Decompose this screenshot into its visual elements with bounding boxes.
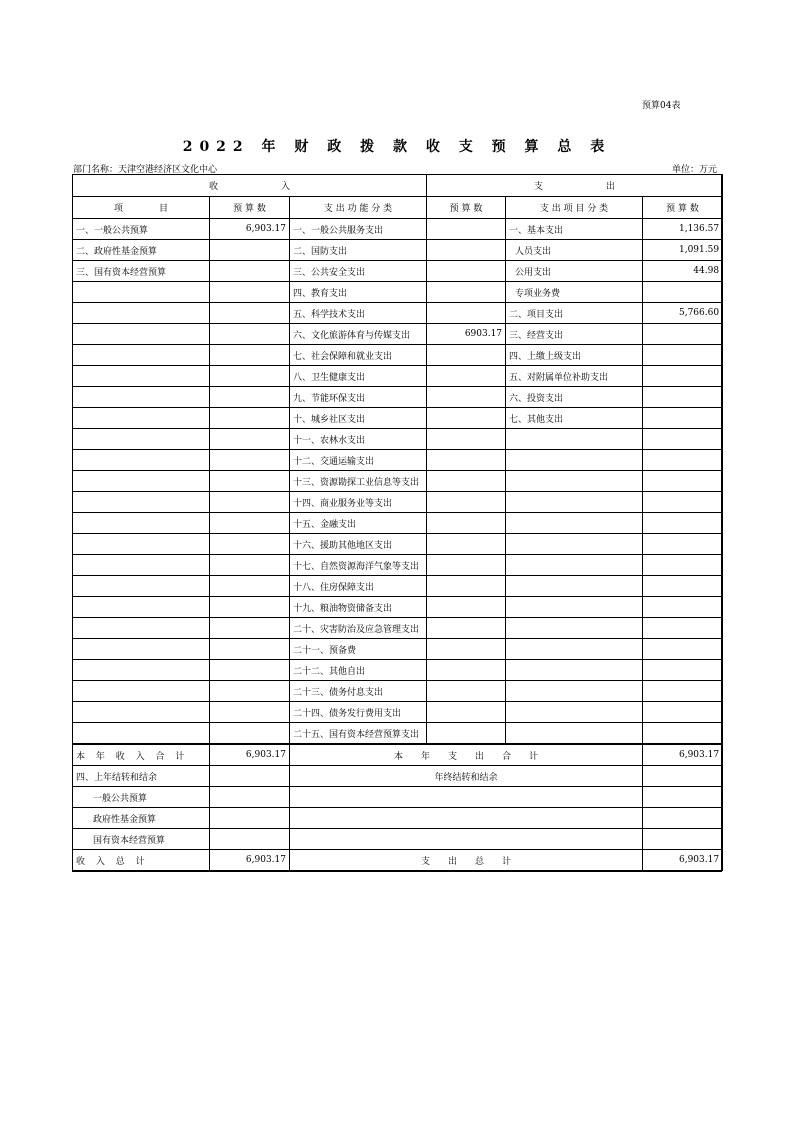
function-amount	[427, 555, 506, 576]
income-amount	[210, 639, 290, 660]
economic-item: 二、项目支出	[506, 303, 643, 324]
table-row	[73, 723, 723, 745]
income-item	[73, 702, 210, 723]
page-title: 2022 年 财 政 拨 款 收 支 预 算 总 表	[182, 139, 612, 155]
economic-amount: 1,136.57	[643, 219, 723, 240]
table-row	[73, 387, 723, 408]
function-item: 十四、商业服务业等支出	[290, 492, 427, 513]
income-amount	[210, 576, 290, 597]
budget-summary-table	[72, 174, 723, 871]
function-amount	[427, 387, 506, 408]
function-amount	[427, 450, 506, 471]
carryover-state-expense	[290, 829, 643, 850]
economic-item: 三、经营支出	[506, 324, 643, 345]
income-amount	[210, 555, 290, 576]
function-amount	[427, 261, 506, 282]
economic-amount	[643, 618, 723, 639]
function-amount	[427, 723, 506, 745]
economic-amount	[643, 660, 723, 681]
economic-amount	[643, 324, 723, 345]
function-amount	[427, 576, 506, 597]
table-row	[73, 618, 723, 639]
table-row	[73, 702, 723, 723]
table-row	[73, 513, 723, 534]
economic-item	[506, 555, 643, 576]
carryover-general-amount	[210, 787, 290, 808]
department-name: 部门名称：天津空港经济区文化中心	[73, 165, 218, 175]
function-item: 三、公共安全支出	[290, 261, 427, 282]
economic-item	[506, 534, 643, 555]
income-amount	[210, 408, 290, 429]
income-amount	[210, 450, 290, 471]
table-row	[73, 366, 723, 387]
function-amount	[427, 471, 506, 492]
function-amount	[427, 240, 506, 261]
year-end-label: 年终结转和结余	[290, 766, 643, 787]
unit-label: 单位：万元	[672, 165, 718, 175]
economic-item: 一、基本支出	[506, 219, 643, 240]
function-item: 十一、农林水支出	[290, 429, 427, 450]
economic-amount	[643, 639, 723, 660]
function-item: 二十五、国有资本经营预算支出	[290, 723, 427, 745]
function-item: 十九、粮油物资储备支出	[290, 597, 427, 618]
economic-item	[506, 576, 643, 597]
income-amount	[210, 492, 290, 513]
table-row	[73, 282, 723, 303]
table-row	[73, 429, 723, 450]
function-item: 二十二、其他自出	[290, 660, 427, 681]
economic-amount	[643, 450, 723, 471]
income-amount	[210, 702, 290, 723]
economic-amount	[643, 492, 723, 513]
carryover-fund-label: 政府性基金预算	[73, 808, 210, 829]
function-amount	[427, 513, 506, 534]
carryover-row	[73, 766, 723, 787]
income-amount	[210, 345, 290, 366]
income-amount	[210, 324, 290, 345]
function-item: 二十三、债务付息支出	[290, 681, 427, 702]
income-amount	[210, 681, 290, 702]
function-item: 十、城乡社区支出	[290, 408, 427, 429]
economic-budget-header: 预 算 数	[643, 197, 723, 219]
economic-amount	[643, 282, 723, 303]
income-item	[73, 303, 210, 324]
function-item: 十五、金融支出	[290, 513, 427, 534]
function-amount: 6903.17	[427, 324, 506, 345]
income-amount	[210, 660, 290, 681]
function-amount	[427, 366, 506, 387]
function-budget-header: 预 算 数	[427, 197, 506, 219]
economic-amount	[643, 555, 723, 576]
income-grand-total-amount: 6,903.17	[210, 850, 290, 871]
table-row	[73, 555, 723, 576]
economic-item: 专项业务费	[506, 282, 643, 303]
income-item	[73, 345, 210, 366]
function-amount	[427, 702, 506, 723]
year-total-row	[73, 744, 723, 766]
income-amount	[210, 429, 290, 450]
table-row	[73, 639, 723, 660]
income-item	[73, 513, 210, 534]
carryover-fund-row	[73, 808, 723, 829]
function-amount	[427, 534, 506, 555]
function-item: 十七、自然资源海洋气象等支出	[290, 555, 427, 576]
income-item	[73, 681, 210, 702]
function-amount	[427, 408, 506, 429]
economic-item	[506, 681, 643, 702]
economic-item: 六、投资支出	[506, 387, 643, 408]
function-amount	[427, 618, 506, 639]
expense-section-header: 支 出	[427, 175, 723, 197]
carryover-state-row	[73, 829, 723, 850]
function-class-header: 支 出 功 能 分 类	[290, 197, 427, 219]
economic-item	[506, 513, 643, 534]
carryover-general-expense	[290, 787, 643, 808]
function-item: 七、社会保障和就业支出	[290, 345, 427, 366]
economic-item	[506, 639, 643, 660]
function-amount	[427, 597, 506, 618]
income-item	[73, 324, 210, 345]
income-amount	[210, 387, 290, 408]
year-end-amount	[643, 766, 723, 787]
income-item	[73, 597, 210, 618]
economic-item: 四、上缴上级支出	[506, 345, 643, 366]
income-item	[73, 387, 210, 408]
function-item: 十八、住房保障支出	[290, 576, 427, 597]
table-row	[73, 240, 723, 261]
economic-item	[506, 702, 643, 723]
table-row	[73, 219, 723, 240]
function-amount	[427, 492, 506, 513]
economic-item	[506, 492, 643, 513]
function-amount	[427, 660, 506, 681]
expense-year-total-amount: 6,903.17	[643, 744, 723, 766]
economic-class-header: 支 出 项 目 分 类	[506, 197, 643, 219]
form-number: 预算04表	[642, 101, 681, 111]
economic-item	[506, 471, 643, 492]
economic-amount: 44.98	[643, 261, 723, 282]
economic-amount	[643, 534, 723, 555]
income-amount	[210, 471, 290, 492]
grand-total-row	[73, 850, 723, 871]
income-item	[73, 450, 210, 471]
function-item: 八、卫生健康支出	[290, 366, 427, 387]
carryover-general-expense-amount	[643, 787, 723, 808]
function-item: 二十四、债务发行费用支出	[290, 702, 427, 723]
income-amount	[210, 618, 290, 639]
carryover-fund-expense	[290, 808, 643, 829]
income-amount	[210, 513, 290, 534]
income-section-header: 收 入	[73, 175, 427, 197]
income-item	[73, 408, 210, 429]
economic-item: 公用支出	[506, 261, 643, 282]
economic-item: 七、其他支出	[506, 408, 643, 429]
column-header-row	[73, 197, 723, 219]
income-amount	[210, 240, 290, 261]
table-row	[73, 303, 723, 324]
economic-item	[506, 597, 643, 618]
function-amount	[427, 681, 506, 702]
table-row	[73, 492, 723, 513]
function-amount	[427, 429, 506, 450]
economic-amount	[643, 429, 723, 450]
economic-item	[506, 429, 643, 450]
economic-item	[506, 723, 643, 745]
function-amount	[427, 303, 506, 324]
table-row	[73, 345, 723, 366]
income-item	[73, 429, 210, 450]
income-item: 三、国有资本经营预算	[73, 261, 210, 282]
income-item	[73, 723, 210, 745]
income-item	[73, 534, 210, 555]
income-amount	[210, 366, 290, 387]
economic-item: 人员支出	[506, 240, 643, 261]
table-row	[73, 534, 723, 555]
function-amount	[427, 639, 506, 660]
function-item: 一、一般公共服务支出	[290, 219, 427, 240]
carryover-state-label: 国有资本经营预算	[73, 829, 210, 850]
income-amount	[210, 534, 290, 555]
income-year-total-label: 本 年 收 入 合 计	[73, 744, 210, 766]
table-row	[73, 660, 723, 681]
income-item	[73, 576, 210, 597]
carryover-general-label: 一般公共预算	[73, 787, 210, 808]
income-item	[73, 282, 210, 303]
function-item: 六、文化旅游体育与传媒支出	[290, 324, 427, 345]
income-budget-header: 预 算 数	[210, 197, 290, 219]
economic-amount	[643, 366, 723, 387]
income-amount	[210, 723, 290, 745]
function-item: 十二、交通运输支出	[290, 450, 427, 471]
income-item	[73, 471, 210, 492]
economic-amount	[643, 387, 723, 408]
table-row	[73, 261, 723, 282]
income-amount: 6,903.17	[210, 219, 290, 240]
function-item: 二、国防支出	[290, 240, 427, 261]
function-item: 五、科学技术支出	[290, 303, 427, 324]
economic-item	[506, 660, 643, 681]
income-item: 一、一般公共预算	[73, 219, 210, 240]
expense-grand-total-amount: 6,903.17	[643, 850, 723, 871]
table-row	[73, 576, 723, 597]
carryover-fund-expense-amount	[643, 808, 723, 829]
income-item	[73, 492, 210, 513]
economic-amount	[643, 702, 723, 723]
economic-amount	[643, 345, 723, 366]
economic-amount	[643, 597, 723, 618]
income-item	[73, 366, 210, 387]
item-header: 项 目	[73, 197, 210, 219]
income-item: 二、政府性基金预算	[73, 240, 210, 261]
function-amount	[427, 345, 506, 366]
income-amount	[210, 282, 290, 303]
function-item: 二十、灾害防治及应急管理支出	[290, 618, 427, 639]
economic-item	[506, 618, 643, 639]
expense-year-total-label: 本 年 支 出 合 计	[290, 744, 643, 766]
economic-item: 五、对附属单位补助支出	[506, 366, 643, 387]
economic-amount	[643, 576, 723, 597]
carryover-label: 四、上年结转和结余	[73, 766, 210, 787]
economic-amount	[643, 681, 723, 702]
carryover-state-amount	[210, 829, 290, 850]
income-grand-total-label: 收 入 总 计	[73, 850, 210, 871]
table-row	[73, 450, 723, 471]
economic-amount	[643, 471, 723, 492]
function-item: 九、节能环保支出	[290, 387, 427, 408]
carryover-general-row	[73, 787, 723, 808]
economic-item	[506, 450, 643, 471]
table-row	[73, 681, 723, 702]
function-item: 二十一、预备费	[290, 639, 427, 660]
carryover-state-expense-amount	[643, 829, 723, 850]
function-amount	[427, 282, 506, 303]
income-item	[73, 639, 210, 660]
function-item: 四、教育支出	[290, 282, 427, 303]
income-item	[73, 660, 210, 681]
income-item	[73, 555, 210, 576]
economic-amount	[643, 513, 723, 534]
table-row	[73, 471, 723, 492]
economic-amount: 5,766.60	[643, 303, 723, 324]
carryover-amount	[210, 766, 290, 787]
table-row	[73, 597, 723, 618]
income-item	[73, 618, 210, 639]
income-amount	[210, 261, 290, 282]
table-row	[73, 408, 723, 429]
section-header-row	[73, 175, 723, 197]
function-item: 十六、援助其他地区支出	[290, 534, 427, 555]
function-item: 十三、资源勘探工业信息等支出	[290, 471, 427, 492]
income-amount	[210, 303, 290, 324]
carryover-fund-amount	[210, 808, 290, 829]
table-row	[73, 324, 723, 345]
expense-grand-total-label: 支 出 总 计	[290, 850, 643, 871]
economic-amount	[643, 408, 723, 429]
income-year-total-amount: 6,903.17	[210, 744, 290, 766]
income-amount	[210, 597, 290, 618]
economic-amount	[643, 723, 723, 745]
function-amount	[427, 219, 506, 240]
economic-amount: 1,091.59	[643, 240, 723, 261]
